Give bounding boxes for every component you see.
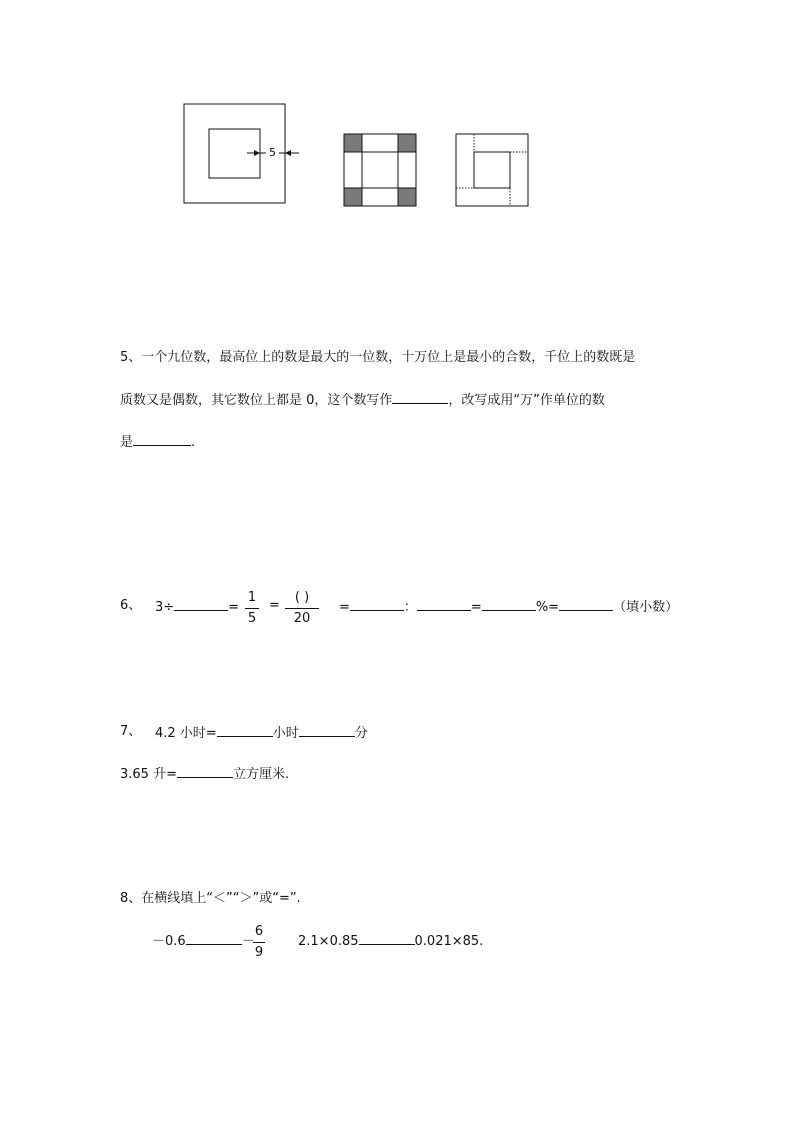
q5-blank-number[interactable] [392,391,448,404]
q8-blank-compare-1[interactable] [186,932,242,945]
q6-eq3: = [339,600,350,615]
q6-blank-ratio-b[interactable] [417,598,471,611]
q5-line1: 5、一个九位数，最高位上的数是最大的一位数，十万位上是最小的合数，千位上的数既是 [120,350,636,365]
shaded-corners-figure [344,134,416,206]
q6-note: （填小数） [613,600,679,615]
q8-right [298,932,483,950]
q5-line2-text-a: 质数又是偶数，其它数位上都是 0，这个数写作 [120,393,393,408]
q7-line1 [155,724,368,742]
q6-eq2: = [269,598,280,613]
q6-part1 [155,598,239,616]
q8-blank-compare-2[interactable] [359,932,415,945]
q7-blank-cm3[interactable] [177,765,233,778]
q5-line3-text-a: 是 [120,435,134,450]
q7-line2-prefix: 3.65 升= [120,767,177,782]
q5-line2 [120,391,605,409]
q7-blank-hours[interactable] [217,724,273,737]
q6-eq1: = [228,600,240,615]
q6-frac2-denominator: 20 [293,611,311,626]
q7-line2-suffix: 立方厘米. [232,767,290,782]
square-figures [0,0,794,260]
q8-line1: 8、在横线填上“＜”“＞”或“=”. [120,891,301,906]
dotted-partition-figure [456,134,528,206]
q8-left [152,932,255,950]
q6-frac1-numerator: 1 [247,590,257,605]
q8-frac-bar [253,942,265,943]
q8-right-suffix: 0.021×85. [414,934,484,949]
q6-prefix: 3÷ [155,600,175,615]
q8-left-value: －0.6 [152,934,186,949]
q5-blank-wan[interactable] [133,433,191,446]
q5-line3-text-b: . [191,435,196,450]
q6-blank-decimal[interactable] [559,598,613,611]
q6-frac1-denominator: 5 [247,611,257,626]
q7-line2 [120,765,289,783]
square-frame-figure [184,104,299,203]
q7-mid: 小时 [272,726,299,741]
q6-percent-eq: %= [535,600,560,615]
q6-number: 6、 [120,598,142,613]
q8-right-prefix: 2.1×0.85 [298,934,359,949]
q6-colon: ： [403,600,417,615]
q7-blank-minutes[interactable] [299,724,355,737]
q6-fraction-1-5 [245,590,259,627]
q7-number: 7、 [120,724,142,739]
q8-frac-numerator: 6 [254,924,264,939]
q7-suffix: 分 [354,726,368,741]
q6-blank-ratio-a[interactable] [350,598,404,611]
q8-fraction-6-9 [253,924,265,961]
q6-blank-divisor[interactable] [174,598,228,611]
q6-part2 [339,598,678,616]
q6-frac1-bar [245,608,259,609]
dimension-label: 5 [269,146,276,159]
q7-prefix: 4.2 小时= [155,726,217,741]
q5-line2-text-b: ，改写成用“万”作单位的数 [448,393,605,408]
q6-fraction-x-20 [285,590,319,627]
q8-minus: － [241,934,255,949]
q6-blank-percent[interactable] [482,598,536,611]
q6-frac2-numerator: ( ) [294,590,310,605]
q8-frac-denominator: 9 [254,945,264,960]
q6-frac2-bar [285,608,319,609]
q5-line3 [120,433,195,451]
q6-eq4: = [470,600,482,615]
